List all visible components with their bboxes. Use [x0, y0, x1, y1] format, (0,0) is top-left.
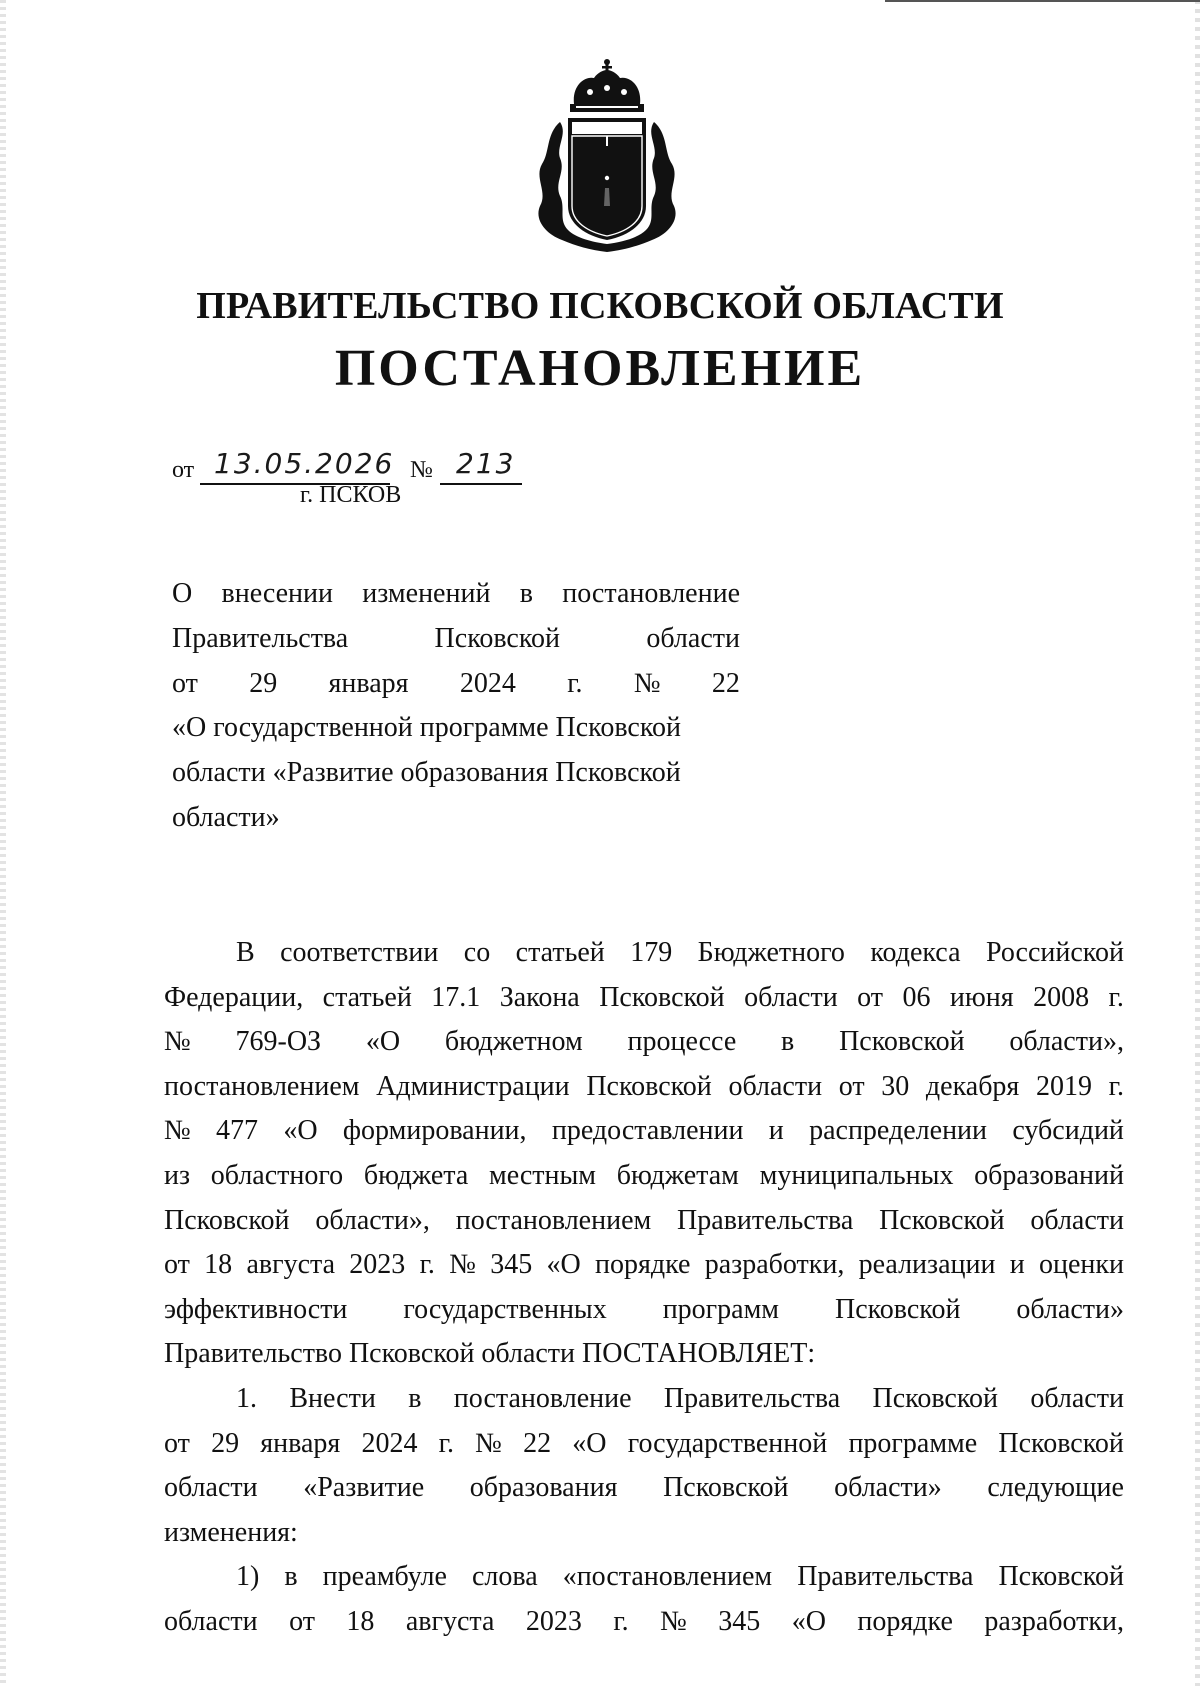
subject-word: г.: [567, 667, 583, 699]
body-word: области: [1030, 1204, 1124, 1236]
body-word: из: [164, 1159, 191, 1191]
body-word: Псковской: [586, 1070, 712, 1102]
body-word: в: [408, 1382, 422, 1414]
body-word: области»,: [315, 1204, 430, 1236]
body-word: В: [236, 937, 255, 968]
body-word: 2023: [525, 1605, 582, 1637]
body-word: 1): [236, 1561, 260, 1593]
body-word: местным: [489, 1159, 597, 1191]
subject-word: 22: [711, 667, 740, 699]
body-word: преамбуле: [322, 1561, 447, 1593]
body-word: со: [463, 937, 491, 968]
body-word: программе: [848, 1427, 978, 1459]
body-word: разработки,: [984, 1605, 1124, 1637]
body-word: постановление: [453, 1382, 632, 1414]
subject-word: постановление: [562, 578, 740, 609]
body-word: формировании,: [342, 1115, 527, 1147]
body-line-text: изменения:: [164, 1516, 298, 1548]
body-word: области: [164, 1605, 258, 1637]
body-line: [164, 1422, 1124, 1467]
body-word: №: [164, 1026, 191, 1058]
body-word: кодекса: [870, 937, 961, 968]
body-word: Правительства: [663, 1382, 841, 1414]
body-word: Псковской: [872, 1382, 998, 1414]
body-word: распределении: [809, 1115, 988, 1147]
body-word: №: [475, 1427, 502, 1459]
body-word: 30: [881, 1070, 910, 1102]
body-word: 18: [346, 1605, 375, 1637]
body-word: и: [1009, 1249, 1025, 1281]
body-word: Бюджетного: [697, 937, 845, 968]
subject-word: О: [172, 578, 193, 609]
subject-word: от: [172, 667, 198, 699]
body-word: муниципальных: [759, 1159, 954, 1191]
subject-line: [172, 706, 740, 751]
subject-word: в: [519, 578, 533, 609]
body-line: [164, 1555, 1124, 1600]
subject-word: области: [646, 622, 740, 654]
body-word: августа: [246, 1249, 336, 1281]
body-word: бюджета: [363, 1159, 469, 1191]
body-word: Псковской: [599, 981, 725, 1013]
subject-word: внесении: [221, 578, 333, 609]
body-line-text: Правительство Псковской области ПОСТАНОВЛЯЕТ:: [164, 1338, 816, 1370]
body-word: г.: [1108, 1070, 1124, 1102]
body-word: Закона: [499, 981, 580, 1013]
body-word: порядке: [594, 1249, 691, 1281]
body-word: «О: [546, 1249, 581, 1281]
body-word: порядке: [857, 1605, 953, 1637]
body-word: 18: [204, 1249, 233, 1281]
body-word: 17.1: [431, 981, 481, 1013]
body-word: от: [164, 1249, 190, 1281]
body-word: предоставлении: [551, 1115, 744, 1147]
scan-edge-right: [1195, 0, 1200, 1686]
subject-line: [172, 572, 740, 617]
body-word: г.: [613, 1605, 629, 1637]
body-word: области: [744, 981, 838, 1013]
body-word: 2019: [1035, 1070, 1092, 1102]
body-line: [164, 1288, 1124, 1333]
subject-line: [172, 662, 740, 707]
body-word: Псковской: [998, 1427, 1124, 1459]
document-body: [164, 931, 1124, 1645]
body-word: 2023: [349, 1249, 406, 1281]
body-word: статьей: [322, 981, 412, 1013]
body-word: г.: [438, 1427, 454, 1459]
body-word: области»,: [1009, 1026, 1124, 1058]
subject-line: [172, 617, 740, 662]
body-word: 2008: [1033, 981, 1090, 1013]
subject-word: Псковской: [434, 622, 561, 654]
body-word: постановлением: [164, 1070, 360, 1102]
subject-word: Правительства: [172, 622, 349, 654]
body-word: образований: [974, 1159, 1124, 1191]
body-word: области»: [1016, 1293, 1124, 1325]
body-word: области: [728, 1070, 823, 1102]
city-label: г. ПСКОВ: [300, 482, 402, 508]
document-subject: [172, 572, 740, 841]
organization-title: ПРАВИТЕЛЬСТВО ПСКОВСКОЙ ОБЛАСТИ: [196, 285, 1004, 327]
subject-line: [172, 796, 740, 841]
body-word: эффективности: [164, 1293, 348, 1325]
body-word: программ: [662, 1293, 780, 1325]
body-word: Администрации: [376, 1070, 570, 1102]
body-line: [164, 1154, 1124, 1199]
body-word: №: [164, 1115, 191, 1147]
document-type-heading: ПОСТАНОВЛЕНИЕ: [334, 340, 866, 397]
body-word: 769-ОЗ: [235, 1026, 322, 1058]
body-word: Псковской: [879, 1204, 1005, 1236]
body-word: Федерации,: [164, 981, 304, 1013]
body-word: декабря: [925, 1070, 1020, 1102]
body-word: января: [260, 1427, 341, 1459]
body-word: от: [164, 1427, 190, 1459]
body-word: г.: [419, 1249, 435, 1281]
body-word: «О: [365, 1026, 401, 1058]
subject-line: [172, 751, 740, 796]
body-line: [164, 1109, 1124, 1154]
body-word: 29: [211, 1427, 240, 1459]
body-word: Псковской: [998, 1561, 1124, 1593]
body-word: 477: [216, 1115, 259, 1147]
body-word: субсидий: [1012, 1115, 1124, 1147]
body-word: реализации: [858, 1249, 996, 1281]
body-word: областного: [210, 1159, 344, 1191]
body-word: государственной: [627, 1427, 828, 1459]
body-word: июня: [949, 981, 1014, 1013]
body-line: [164, 976, 1124, 1021]
date-prefix: от: [172, 457, 195, 483]
scan-top-line: [885, 0, 1200, 2]
body-word: 06: [902, 981, 931, 1013]
body-word: «Развитие: [303, 1472, 425, 1504]
body-word: в: [781, 1026, 795, 1058]
scan-edge-left: [0, 0, 6, 1686]
body-line: [164, 1065, 1124, 1110]
body-word: разработки,: [704, 1249, 845, 1281]
body-word: 2024: [361, 1427, 418, 1459]
body-word: «О: [572, 1427, 607, 1459]
body-word: №: [660, 1605, 687, 1637]
subject-word: января: [328, 667, 409, 699]
body-word: Правительства: [797, 1561, 974, 1593]
body-word: процессе: [627, 1026, 737, 1058]
body-line: [164, 1199, 1124, 1244]
body-word: и: [768, 1115, 784, 1147]
handwritten-date: 13.05.2026: [214, 447, 395, 480]
body-word: государственных: [403, 1293, 607, 1325]
body-word: Псковской: [164, 1204, 290, 1236]
body-word: слова: [471, 1561, 538, 1593]
subject-word: 2024: [459, 667, 516, 699]
body-word: Внести: [289, 1382, 376, 1414]
body-word: №: [449, 1249, 476, 1281]
body-word: от: [289, 1605, 315, 1637]
body-word: образования: [469, 1472, 618, 1504]
body-word: Псковской: [663, 1472, 789, 1504]
subject-word: №: [633, 667, 661, 699]
number-underline: [440, 483, 522, 485]
body-word: Правительства: [677, 1204, 854, 1236]
pskov-coat-of-arms-icon: [532, 56, 682, 256]
body-word: от: [857, 981, 884, 1013]
body-word: области: [1030, 1382, 1124, 1414]
body-word: постановлением: [455, 1204, 652, 1236]
body-line: [164, 1332, 1124, 1377]
body-word: «постановлением: [562, 1561, 773, 1593]
subject-word: «О государственной программе Псковской: [172, 712, 682, 744]
body-word: в: [284, 1561, 298, 1593]
body-word: «О: [283, 1115, 318, 1147]
handwritten-number: 213: [456, 447, 516, 480]
subject-word: области «Развитие образования Псковской: [172, 757, 681, 789]
body-word: 1.: [236, 1382, 257, 1414]
body-word: от: [838, 1070, 865, 1102]
body-word: области: [164, 1472, 258, 1504]
body-word: «О: [791, 1605, 826, 1637]
body-word: статьей: [515, 937, 605, 968]
body-word: 22: [523, 1427, 552, 1459]
body-word: Псковской: [834, 1293, 961, 1325]
body-word: следующие: [987, 1472, 1124, 1504]
body-line: [164, 1243, 1124, 1288]
body-word: августа: [405, 1605, 495, 1637]
body-line: [164, 1466, 1124, 1511]
body-word: оценки: [1039, 1249, 1124, 1281]
body-word: бюджетам: [616, 1159, 739, 1191]
body-line: [164, 931, 1124, 976]
number-prefix: №: [410, 457, 433, 483]
subject-word: 29: [249, 667, 278, 699]
body-line: [164, 1377, 1124, 1422]
body-word: соответствии: [280, 937, 439, 968]
subject-word: изменений: [362, 578, 491, 609]
body-word: г.: [1108, 981, 1124, 1013]
body-line: [164, 1020, 1124, 1065]
body-word: Российской: [985, 937, 1124, 968]
body-word: 179: [630, 937, 673, 968]
body-word: Псковской: [839, 1026, 965, 1058]
body-word: бюджетном: [444, 1026, 583, 1058]
body-line: [164, 1511, 1124, 1556]
subject-word: области»: [172, 801, 280, 833]
body-word: 345: [718, 1605, 761, 1637]
body-word: области»: [834, 1472, 942, 1504]
body-line: [164, 1600, 1124, 1645]
body-word: 345: [490, 1249, 533, 1281]
